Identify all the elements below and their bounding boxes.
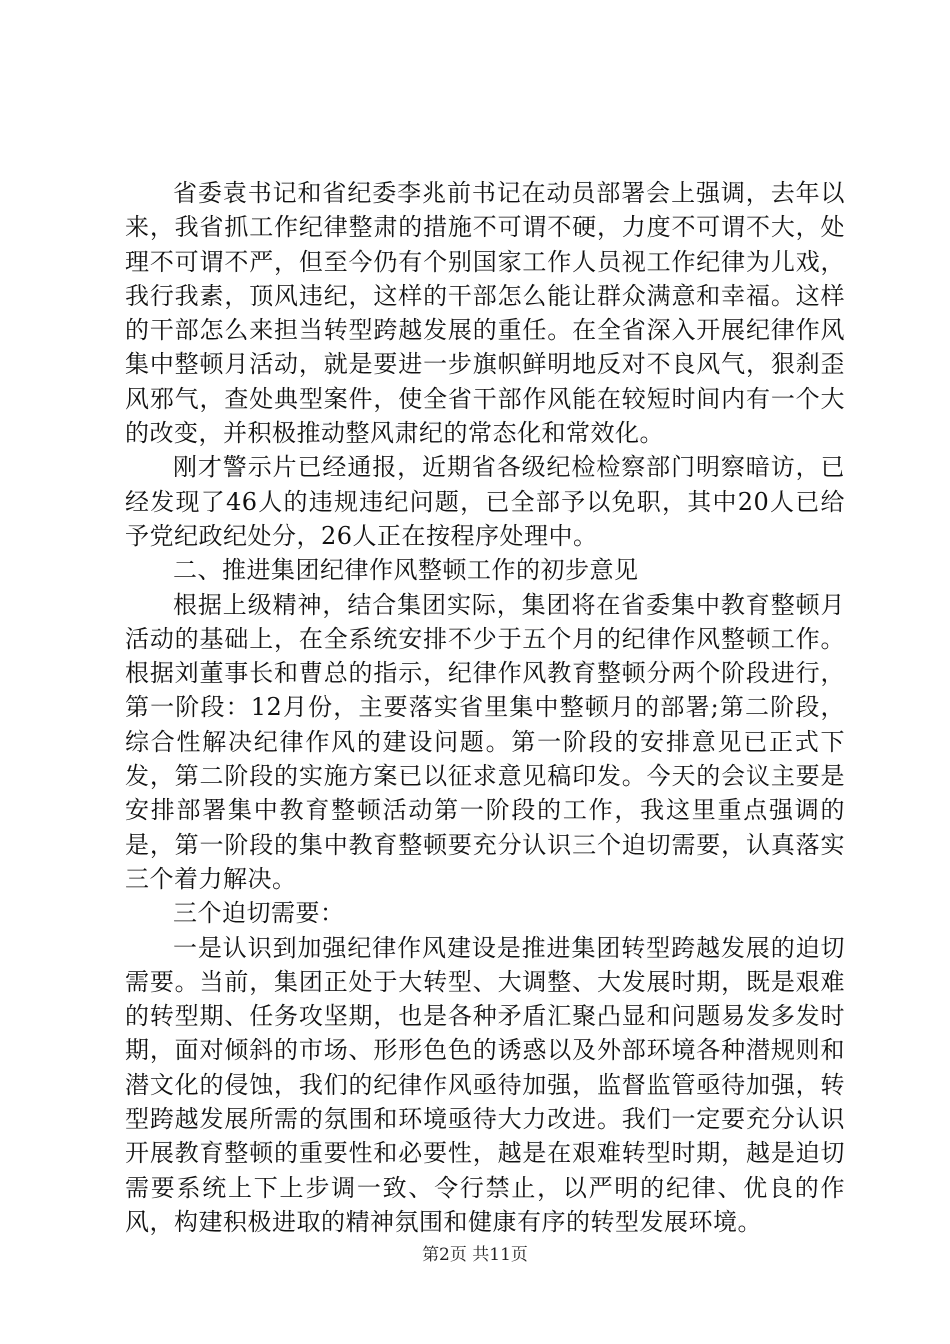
page-number-footer: 第2页 共11页 xyxy=(422,1245,528,1265)
subheading-three-urgent-needs: 三个迫切需要： xyxy=(173,899,345,928)
paragraph-group-plan: 根据上级精神，结合集团实际，集团将在省委集中教育整顿月活动的基础上，在全系统安排不少于五个月的纪律作风整顿工作。根据刘董事长和曹总的指示，纪律作风教育整顿分两个阶段进行，第一阶段：12月份，主要落实省里集中整顿月的部署;第二阶段，综合性解决纪律作风的建设问题。第一阶段的安排意见已正式下发，第二阶段的实施方案已以征求意见稿印发。今天的会议主要是安排部署集中教育整顿活动第一阶段的工作，我这里重点强调的是，第一阶段的集中教育整顿要充分认识三个迫切需要，认真落实三个着力解决。 xyxy=(125,590,845,893)
paragraph-warning-film: 刚才警示片已经通报，近期省各级纪检检察部门明察暗访，已经发现了46人的违规违纪问题，已全部予以免职，其中20人已给予党纪政纪处分，26人正在按程序处理中。 xyxy=(125,453,845,550)
paragraph-first-need: 一是认识到加强纪律作风建设是推进集团转型跨越发展的迫切需要。当前，集团正处于大转型、大调整、大发展时期，既是艰难的转型期、任务攻坚期，也是各种矛盾汇聚凸显和问题易发多发时期，面对倾斜的市场、形形色色的诱惑以及外部环境各种潜规则和潜文化的侵蚀，我们的纪律作风亟待加强，监督监管亟待加强，转型跨越发展所需的氛围和环境亟待大力改进。我们一定要充分认识开展教育整顿的重要性和必要性，越是在艰难转型时期，越是迫切需要系统上下上步调一致、令行禁止，以严明的纪律、优良的作风，构建积极进取的精神氛围和健康有序的转型发展环境。 xyxy=(125,933,845,1236)
paragraph-leaders-emphasis: 省委袁书记和省纪委李兆前书记在动员部署会上强调，去年以来，我省抓工作纪律整肃的措施不可谓不硬，力度不可谓不大，处理不可谓不严，但至今仍有个别国家工作人员视工作纪律为儿戏，我行我素，顶风违纪，这样的干部怎么能让群众满意和幸福。这样的干部怎么来担当转型跨越发展的重任。在全省深入开展纪律作风集中整顿月活动，就是要进一步旗帜鲜明地反对不良风气，狠刹歪风邪气，查处典型案件，使全省干部作风能在较短时间内有一个大的改变，并积极推动整风肃纪的常态化和常效化。 xyxy=(125,179,845,448)
document-body xyxy=(125,176,845,1239)
section-heading-preliminary-opinions: 二、推进集团纪律作风整顿工作的初步意见 xyxy=(173,556,639,585)
